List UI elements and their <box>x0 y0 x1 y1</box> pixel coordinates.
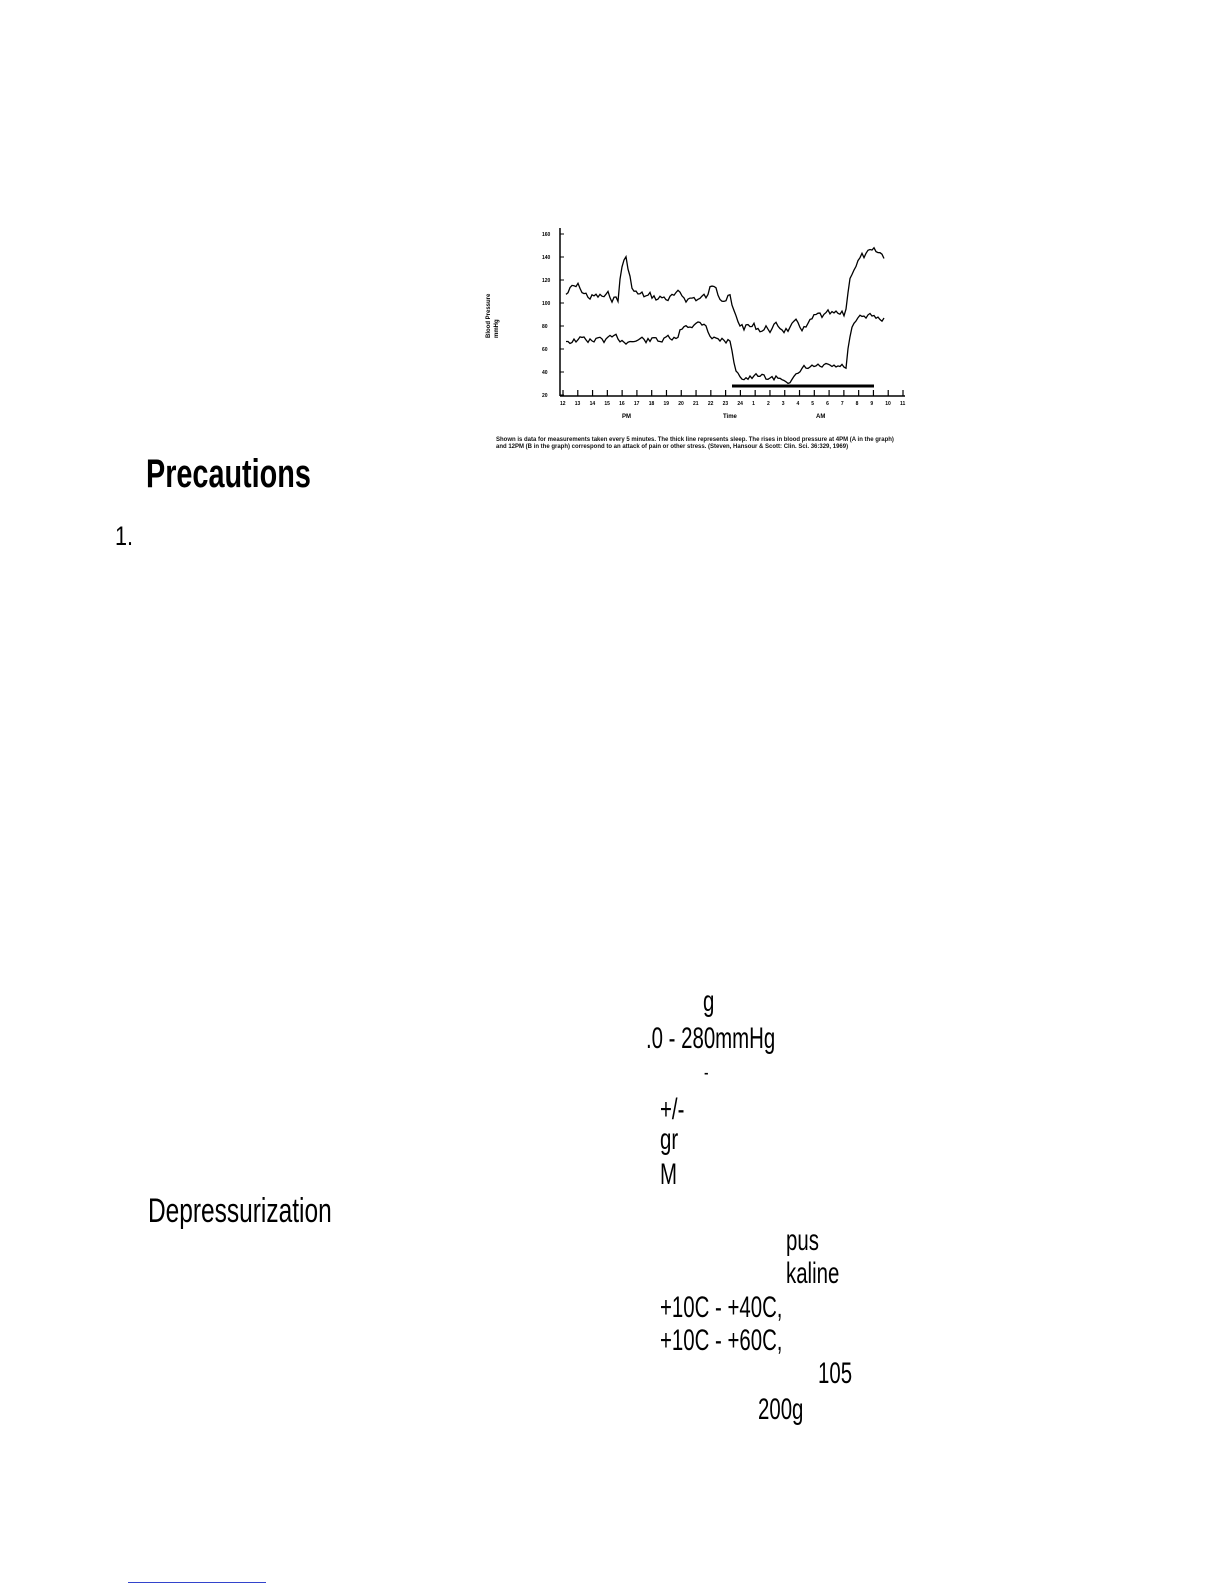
x-tick-label: 12 <box>560 401 566 407</box>
y-tick-label: 100 <box>542 301 551 307</box>
x-tick-label: 24 <box>737 401 743 407</box>
x-tick-label: 7 <box>840 401 844 407</box>
y-tick-label: 140 <box>542 255 551 261</box>
spec-kaline: kaline <box>786 1257 840 1290</box>
x-tick-label: 9 <box>870 401 874 407</box>
y-tick-label: 120 <box>542 278 551 284</box>
x-tick-label: 11 <box>900 401 906 407</box>
x-tick-label: 16 <box>619 401 625 407</box>
systolic-line <box>566 248 884 333</box>
spec-temp-storage: +10C - +60C, <box>660 1324 783 1357</box>
x-tick-label: 10 <box>885 401 891 407</box>
y-tick-label: 20 <box>542 393 548 399</box>
y-tick-label: 80 <box>542 324 548 330</box>
spec-dash: - <box>704 1062 709 1084</box>
spec-105: 105 <box>818 1357 853 1390</box>
spec-g: g <box>703 985 715 1018</box>
y-axis-label-1: Blood Pressure <box>486 293 492 338</box>
spec-weight: 200g <box>758 1393 804 1426</box>
footer-rule <box>128 1582 266 1583</box>
x-tick-label: 14 <box>589 401 596 407</box>
y-axis-label-2: mmHg <box>494 319 500 338</box>
spec-plus-minus: +/- <box>660 1093 685 1126</box>
y-tick-label: 60 <box>542 347 548 353</box>
x-tick-label: 6 <box>826 401 829 407</box>
x-ticks <box>560 390 906 407</box>
diastolic-line <box>566 314 884 384</box>
x-tick-label: 8 <box>855 401 859 407</box>
section-heading: Precautions <box>146 452 311 496</box>
x-tick-label: 23 <box>722 401 729 407</box>
x-group-label-time: Time <box>723 414 737 418</box>
spec-m: M <box>660 1158 677 1191</box>
x-tick-label: 1 <box>752 401 755 407</box>
spec-gr: gr <box>660 1123 679 1156</box>
x-group-label-pm: PM <box>622 414 631 418</box>
x-tick-label: 18 <box>648 401 655 407</box>
x-tick-label: 19 <box>663 401 670 407</box>
spec-pus: pus <box>786 1224 819 1257</box>
x-tick-label: 22 <box>707 401 714 407</box>
x-tick-label: 21 <box>693 401 699 407</box>
y-tick-label: 40 <box>542 370 548 376</box>
list-item-number: 1. <box>115 521 134 551</box>
x-tick-label: 2 <box>766 401 770 407</box>
blood-pressure-figure <box>480 218 910 488</box>
y-axis-title <box>486 293 500 338</box>
figure-caption: Shown is data for measurements taken every 5 minutes. The thick line represents sleep. The rises in blood pressure at 4PM (A in the graph) and 12PM (B in the graph) correspond to an attack of pain or other stress. (Steven, Hansour & Scott: Clin. Sci. 36:329, 1969) <box>496 437 894 450</box>
depressurization-label: Depressurization <box>148 1192 332 1230</box>
x-tick-label: 3 <box>781 401 785 407</box>
blood-pressure-chart <box>480 218 910 418</box>
x-tick-label: 20 <box>678 401 684 407</box>
spec-range: .0 - 280mmHg <box>646 1022 776 1055</box>
y-tick-label: 160 <box>542 232 551 238</box>
x-tick-label: 15 <box>604 401 610 407</box>
x-group-label-am: AM <box>816 414 826 418</box>
spec-temp-operating: +10C - +40C, <box>660 1291 783 1324</box>
x-tick-label: 4 <box>796 401 800 407</box>
x-tick-label: 17 <box>633 401 640 407</box>
x-tick-label: 5 <box>811 401 815 407</box>
x-tick-label: 13 <box>574 401 581 407</box>
